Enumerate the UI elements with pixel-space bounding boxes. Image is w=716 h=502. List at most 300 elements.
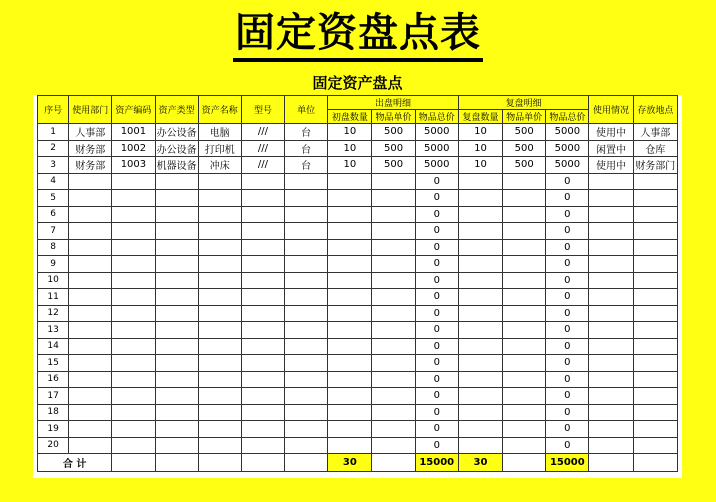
cell-out-qty[interactable] <box>328 256 372 273</box>
cell-dept[interactable] <box>69 239 112 256</box>
cell-out-qty[interactable] <box>328 421 372 438</box>
cell-unit[interactable] <box>285 206 328 223</box>
cell-index[interactable]: 20 <box>38 437 69 454</box>
cell-re-price[interactable] <box>503 322 546 339</box>
cell-location[interactable] <box>633 404 677 421</box>
cell-out-price[interactable]: 500 <box>372 140 415 157</box>
cell-out-qty[interactable] <box>328 437 372 454</box>
table-cell[interactable] <box>285 454 328 472</box>
cell-dept[interactable] <box>69 206 112 223</box>
cell-status[interactable] <box>589 437 633 454</box>
cell-out-price[interactable] <box>372 272 415 289</box>
cell-index[interactable]: 13 <box>38 322 69 339</box>
cell-out-total[interactable]: 0 <box>415 421 458 438</box>
cell-out-qty[interactable] <box>328 289 372 306</box>
cell-re-total[interactable]: 0 <box>546 421 589 438</box>
cell-re-qty[interactable] <box>458 256 502 273</box>
cell-re-price[interactable] <box>503 272 546 289</box>
cell-model[interactable]: /// <box>241 124 284 141</box>
cell-out-qty[interactable] <box>328 223 372 240</box>
cell-re-price[interactable] <box>503 206 546 223</box>
cell-out-price[interactable] <box>372 421 415 438</box>
cell-code[interactable] <box>112 239 155 256</box>
cell-dept[interactable] <box>69 421 112 438</box>
cell-re-total[interactable]: 0 <box>546 239 589 256</box>
total-re-qty[interactable]: 30 <box>458 454 502 472</box>
cell-re-total[interactable]: 0 <box>546 338 589 355</box>
cell-index[interactable]: 1 <box>38 124 69 141</box>
cell-out-price[interactable] <box>372 305 415 322</box>
cell-model[interactable] <box>241 404 284 421</box>
cell-name[interactable] <box>198 388 241 405</box>
cell-status[interactable] <box>589 239 633 256</box>
cell-re-total[interactable]: 0 <box>546 289 589 306</box>
cell-re-qty[interactable] <box>458 289 502 306</box>
cell-name[interactable] <box>198 289 241 306</box>
cell-re-qty[interactable]: 10 <box>458 140 502 157</box>
cell-unit[interactable] <box>285 388 328 405</box>
cell-re-total[interactable]: 0 <box>546 305 589 322</box>
cell-out-total[interactable]: 0 <box>415 322 458 339</box>
cell-type[interactable] <box>155 239 198 256</box>
cell-re-total[interactable]: 0 <box>546 404 589 421</box>
cell-re-qty[interactable] <box>458 272 502 289</box>
table-cell[interactable] <box>372 454 415 472</box>
cell-out-price[interactable] <box>372 256 415 273</box>
cell-name[interactable] <box>198 272 241 289</box>
cell-out-price[interactable] <box>372 239 415 256</box>
cell-re-price[interactable] <box>503 190 546 207</box>
cell-re-total[interactable]: 0 <box>546 256 589 273</box>
cell-unit[interactable] <box>285 355 328 372</box>
cell-out-price[interactable] <box>372 437 415 454</box>
cell-re-qty[interactable] <box>458 421 502 438</box>
cell-name[interactable] <box>198 206 241 223</box>
cell-re-qty[interactable] <box>458 404 502 421</box>
cell-out-total[interactable]: 0 <box>415 206 458 223</box>
cell-model[interactable] <box>241 338 284 355</box>
cell-location[interactable]: 仓库 <box>633 140 677 157</box>
cell-model[interactable] <box>241 190 284 207</box>
cell-status[interactable] <box>589 173 633 190</box>
cell-out-total[interactable]: 0 <box>415 404 458 421</box>
cell-type[interactable] <box>155 322 198 339</box>
cell-dept[interactable] <box>69 289 112 306</box>
cell-code[interactable] <box>112 322 155 339</box>
cell-model[interactable] <box>241 256 284 273</box>
cell-index[interactable]: 7 <box>38 223 69 240</box>
cell-out-price[interactable] <box>372 371 415 388</box>
cell-out-qty[interactable] <box>328 239 372 256</box>
cell-dept[interactable] <box>69 256 112 273</box>
cell-out-qty[interactable] <box>328 322 372 339</box>
cell-status[interactable] <box>589 223 633 240</box>
cell-status[interactable] <box>589 355 633 372</box>
cell-type[interactable] <box>155 355 198 372</box>
cell-type[interactable] <box>155 223 198 240</box>
cell-out-qty[interactable] <box>328 355 372 372</box>
cell-unit[interactable]: 台 <box>285 157 328 174</box>
cell-type[interactable] <box>155 190 198 207</box>
cell-model[interactable] <box>241 272 284 289</box>
cell-status[interactable] <box>589 190 633 207</box>
cell-type[interactable] <box>155 437 198 454</box>
cell-out-price[interactable] <box>372 388 415 405</box>
cell-status[interactable] <box>589 272 633 289</box>
cell-unit[interactable] <box>285 322 328 339</box>
table-cell[interactable] <box>241 454 284 472</box>
cell-unit[interactable] <box>285 338 328 355</box>
table-cell[interactable] <box>155 454 198 472</box>
cell-name[interactable] <box>198 190 241 207</box>
cell-unit[interactable]: 台 <box>285 140 328 157</box>
cell-status[interactable] <box>589 289 633 306</box>
total-out-qty[interactable]: 30 <box>328 454 372 472</box>
cell-re-qty[interactable] <box>458 173 502 190</box>
cell-dept[interactable] <box>69 404 112 421</box>
cell-name[interactable]: 冲床 <box>198 157 241 174</box>
cell-re-price[interactable] <box>503 371 546 388</box>
cell-status[interactable]: 使用中 <box>589 157 633 174</box>
cell-re-qty[interactable] <box>458 239 502 256</box>
cell-code[interactable]: 1003 <box>112 157 155 174</box>
cell-re-total[interactable]: 0 <box>546 388 589 405</box>
cell-out-price[interactable] <box>372 173 415 190</box>
cell-out-price[interactable]: 500 <box>372 157 415 174</box>
cell-status[interactable] <box>589 206 633 223</box>
cell-out-total[interactable]: 0 <box>415 272 458 289</box>
cell-status[interactable]: 使用中 <box>589 124 633 141</box>
cell-model[interactable] <box>241 289 284 306</box>
cell-re-qty[interactable] <box>458 190 502 207</box>
cell-re-total[interactable]: 0 <box>546 272 589 289</box>
cell-re-price[interactable] <box>503 256 546 273</box>
cell-model[interactable] <box>241 173 284 190</box>
cell-index[interactable]: 2 <box>38 140 69 157</box>
cell-location[interactable] <box>633 206 677 223</box>
cell-code[interactable] <box>112 421 155 438</box>
cell-re-qty[interactable] <box>458 355 502 372</box>
cell-re-qty[interactable] <box>458 206 502 223</box>
cell-re-price[interactable] <box>503 305 546 322</box>
cell-index[interactable]: 8 <box>38 239 69 256</box>
cell-re-total[interactable]: 5000 <box>546 124 589 141</box>
cell-location[interactable] <box>633 421 677 438</box>
cell-model[interactable] <box>241 421 284 438</box>
cell-model[interactable]: /// <box>241 157 284 174</box>
cell-out-price[interactable] <box>372 190 415 207</box>
cell-status[interactable] <box>589 338 633 355</box>
cell-out-qty[interactable] <box>328 404 372 421</box>
cell-name[interactable] <box>198 437 241 454</box>
cell-re-price[interactable] <box>503 223 546 240</box>
cell-re-price[interactable]: 500 <box>503 124 546 141</box>
cell-index[interactable]: 14 <box>38 338 69 355</box>
cell-dept[interactable] <box>69 322 112 339</box>
cell-status[interactable] <box>589 371 633 388</box>
cell-location[interactable] <box>633 322 677 339</box>
cell-out-price[interactable] <box>372 404 415 421</box>
cell-type[interactable] <box>155 256 198 273</box>
cell-dept[interactable] <box>69 388 112 405</box>
cell-re-price[interactable] <box>503 437 546 454</box>
cell-index[interactable]: 12 <box>38 305 69 322</box>
cell-model[interactable] <box>241 206 284 223</box>
cell-index[interactable]: 11 <box>38 289 69 306</box>
cell-out-total[interactable]: 0 <box>415 338 458 355</box>
cell-location[interactable] <box>633 437 677 454</box>
cell-re-price[interactable] <box>503 355 546 372</box>
cell-code[interactable] <box>112 305 155 322</box>
cell-name[interactable] <box>198 173 241 190</box>
cell-dept[interactable] <box>69 223 112 240</box>
cell-dept[interactable]: 人事部 <box>69 124 112 141</box>
cell-dept[interactable]: 财务部 <box>69 157 112 174</box>
cell-unit[interactable] <box>285 371 328 388</box>
cell-location[interactable] <box>633 338 677 355</box>
table-cell[interactable] <box>112 454 155 472</box>
cell-index[interactable]: 15 <box>38 355 69 372</box>
cell-type[interactable] <box>155 305 198 322</box>
cell-status[interactable] <box>589 256 633 273</box>
cell-re-qty[interactable]: 10 <box>458 124 502 141</box>
cell-index[interactable]: 10 <box>38 272 69 289</box>
cell-model[interactable] <box>241 239 284 256</box>
cell-location[interactable] <box>633 256 677 273</box>
cell-dept[interactable] <box>69 437 112 454</box>
cell-unit[interactable] <box>285 190 328 207</box>
cell-type[interactable] <box>155 173 198 190</box>
cell-location[interactable] <box>633 289 677 306</box>
cell-out-qty[interactable]: 10 <box>328 140 372 157</box>
cell-location[interactable] <box>633 272 677 289</box>
cell-unit[interactable] <box>285 256 328 273</box>
cell-code[interactable] <box>112 190 155 207</box>
cell-unit[interactable] <box>285 305 328 322</box>
cell-status[interactable] <box>589 305 633 322</box>
cell-type[interactable]: 机器设备 <box>155 157 198 174</box>
cell-re-qty[interactable]: 10 <box>458 157 502 174</box>
cell-out-total[interactable]: 0 <box>415 256 458 273</box>
total-out-total[interactable]: 15000 <box>415 454 458 472</box>
cell-out-total[interactable]: 5000 <box>415 157 458 174</box>
cell-out-qty[interactable] <box>328 371 372 388</box>
cell-index[interactable]: 6 <box>38 206 69 223</box>
cell-re-price[interactable] <box>503 388 546 405</box>
cell-dept[interactable] <box>69 173 112 190</box>
cell-unit[interactable] <box>285 173 328 190</box>
cell-dept[interactable]: 财务部 <box>69 140 112 157</box>
cell-code[interactable] <box>112 404 155 421</box>
cell-type[interactable] <box>155 289 198 306</box>
cell-code[interactable] <box>112 388 155 405</box>
cell-re-total[interactable]: 5000 <box>546 140 589 157</box>
cell-location[interactable]: 财务部门 <box>633 157 677 174</box>
table-cell[interactable] <box>503 454 546 472</box>
cell-out-total[interactable]: 0 <box>415 223 458 240</box>
cell-re-price[interactable]: 500 <box>503 140 546 157</box>
cell-re-total[interactable]: 0 <box>546 190 589 207</box>
cell-model[interactable] <box>241 437 284 454</box>
cell-re-qty[interactable] <box>458 388 502 405</box>
cell-re-total[interactable]: 0 <box>546 355 589 372</box>
cell-re-total[interactable]: 0 <box>546 206 589 223</box>
cell-out-total[interactable]: 0 <box>415 289 458 306</box>
cell-status[interactable] <box>589 404 633 421</box>
total-re-total[interactable]: 15000 <box>546 454 589 472</box>
cell-re-price[interactable]: 500 <box>503 157 546 174</box>
cell-code[interactable] <box>112 256 155 273</box>
cell-re-total[interactable]: 0 <box>546 223 589 240</box>
cell-code[interactable] <box>112 173 155 190</box>
cell-out-qty[interactable] <box>328 305 372 322</box>
cell-location[interactable] <box>633 355 677 372</box>
cell-model[interactable] <box>241 388 284 405</box>
cell-type[interactable]: 办公设备 <box>155 140 198 157</box>
cell-out-qty[interactable] <box>328 190 372 207</box>
cell-out-qty[interactable] <box>328 206 372 223</box>
cell-out-price[interactable] <box>372 206 415 223</box>
cell-out-price[interactable] <box>372 289 415 306</box>
cell-code[interactable] <box>112 289 155 306</box>
cell-out-total[interactable]: 0 <box>415 371 458 388</box>
cell-name[interactable] <box>198 322 241 339</box>
cell-out-qty[interactable]: 10 <box>328 124 372 141</box>
table-cell[interactable] <box>589 454 633 472</box>
cell-code[interactable] <box>112 223 155 240</box>
cell-index[interactable]: 18 <box>38 404 69 421</box>
cell-out-total[interactable]: 0 <box>415 437 458 454</box>
cell-re-price[interactable] <box>503 404 546 421</box>
cell-model[interactable] <box>241 371 284 388</box>
cell-out-total[interactable]: 5000 <box>415 124 458 141</box>
cell-code[interactable] <box>112 272 155 289</box>
cell-name[interactable] <box>198 371 241 388</box>
cell-index[interactable]: 9 <box>38 256 69 273</box>
cell-name[interactable] <box>198 305 241 322</box>
cell-re-total[interactable]: 0 <box>546 173 589 190</box>
cell-type[interactable] <box>155 421 198 438</box>
cell-unit[interactable]: 台 <box>285 124 328 141</box>
cell-location[interactable] <box>633 239 677 256</box>
cell-unit[interactable] <box>285 421 328 438</box>
cell-index[interactable]: 16 <box>38 371 69 388</box>
cell-out-total[interactable]: 0 <box>415 173 458 190</box>
cell-re-total[interactable]: 5000 <box>546 157 589 174</box>
cell-re-qty[interactable] <box>458 322 502 339</box>
cell-type[interactable] <box>155 338 198 355</box>
cell-out-price[interactable] <box>372 322 415 339</box>
cell-model[interactable]: /// <box>241 140 284 157</box>
cell-index[interactable]: 17 <box>38 388 69 405</box>
cell-re-qty[interactable] <box>458 371 502 388</box>
table-cell[interactable] <box>633 454 677 472</box>
cell-index[interactable]: 5 <box>38 190 69 207</box>
cell-name[interactable] <box>198 404 241 421</box>
cell-re-price[interactable] <box>503 421 546 438</box>
cell-name[interactable] <box>198 223 241 240</box>
cell-location[interactable] <box>633 388 677 405</box>
cell-model[interactable] <box>241 223 284 240</box>
cell-status[interactable] <box>589 322 633 339</box>
cell-unit[interactable] <box>285 289 328 306</box>
cell-model[interactable] <box>241 322 284 339</box>
cell-status[interactable] <box>589 421 633 438</box>
cell-re-price[interactable] <box>503 239 546 256</box>
cell-out-qty[interactable] <box>328 388 372 405</box>
cell-status[interactable]: 闲置中 <box>589 140 633 157</box>
cell-code[interactable] <box>112 206 155 223</box>
cell-dept[interactable] <box>69 371 112 388</box>
cell-type[interactable] <box>155 272 198 289</box>
cell-out-total[interactable]: 0 <box>415 239 458 256</box>
cell-re-price[interactable] <box>503 173 546 190</box>
cell-type[interactable] <box>155 388 198 405</box>
cell-model[interactable] <box>241 305 284 322</box>
cell-out-total[interactable]: 0 <box>415 355 458 372</box>
cell-re-qty[interactable] <box>458 305 502 322</box>
cell-out-total[interactable]: 5000 <box>415 140 458 157</box>
cell-index[interactable]: 4 <box>38 173 69 190</box>
cell-out-price[interactable] <box>372 338 415 355</box>
cell-location[interactable] <box>633 305 677 322</box>
cell-location[interactable] <box>633 371 677 388</box>
cell-code[interactable]: 1002 <box>112 140 155 157</box>
cell-out-total[interactable]: 0 <box>415 305 458 322</box>
cell-type[interactable]: 办公设备 <box>155 124 198 141</box>
cell-name[interactable] <box>198 421 241 438</box>
cell-out-qty[interactable] <box>328 338 372 355</box>
cell-out-qty[interactable] <box>328 173 372 190</box>
cell-re-total[interactable]: 0 <box>546 437 589 454</box>
cell-re-total[interactable]: 0 <box>546 322 589 339</box>
cell-index[interactable]: 19 <box>38 421 69 438</box>
cell-location[interactable]: 人事部 <box>633 124 677 141</box>
cell-out-price[interactable]: 500 <box>372 124 415 141</box>
cell-code[interactable] <box>112 437 155 454</box>
cell-unit[interactable] <box>285 272 328 289</box>
cell-unit[interactable] <box>285 437 328 454</box>
cell-out-qty[interactable]: 10 <box>328 157 372 174</box>
cell-code[interactable] <box>112 355 155 372</box>
table-cell[interactable] <box>198 454 241 472</box>
cell-type[interactable] <box>155 371 198 388</box>
cell-model[interactable] <box>241 355 284 372</box>
cell-out-price[interactable] <box>372 355 415 372</box>
cell-code[interactable] <box>112 371 155 388</box>
cell-re-qty[interactable] <box>458 437 502 454</box>
cell-dept[interactable] <box>69 272 112 289</box>
cell-dept[interactable] <box>69 355 112 372</box>
cell-type[interactable] <box>155 206 198 223</box>
cell-dept[interactable] <box>69 338 112 355</box>
cell-dept[interactable] <box>69 305 112 322</box>
cell-re-price[interactable] <box>503 338 546 355</box>
totals-label[interactable]: 合 计 <box>38 454 112 472</box>
cell-location[interactable] <box>633 190 677 207</box>
cell-code[interactable]: 1001 <box>112 124 155 141</box>
cell-re-total[interactable]: 0 <box>546 371 589 388</box>
cell-status[interactable] <box>589 388 633 405</box>
cell-out-price[interactable] <box>372 223 415 240</box>
cell-name[interactable]: 打印机 <box>198 140 241 157</box>
cell-location[interactable] <box>633 223 677 240</box>
cell-name[interactable]: 电脑 <box>198 124 241 141</box>
cell-unit[interactable] <box>285 239 328 256</box>
cell-name[interactable] <box>198 355 241 372</box>
cell-out-total[interactable]: 0 <box>415 190 458 207</box>
cell-out-total[interactable]: 0 <box>415 388 458 405</box>
